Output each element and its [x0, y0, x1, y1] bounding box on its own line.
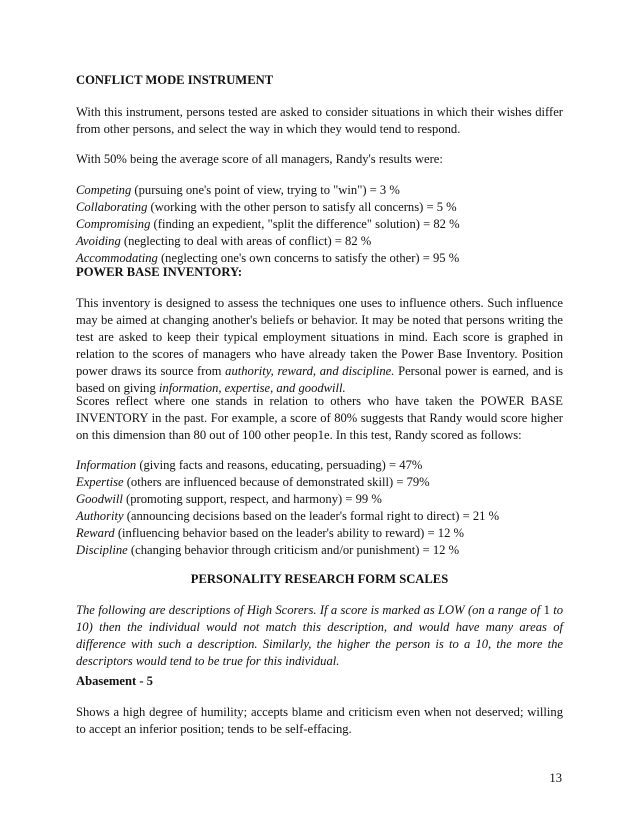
result-term: Accommodating	[76, 251, 158, 265]
result-desc: (finding an expedient, "split the difference" solution) = 82 %	[150, 217, 460, 231]
power-result-item	[76, 542, 563, 559]
power-para1-emphasis: information, expertise, and goodwill.	[158, 381, 346, 395]
power-paragraph-1	[76, 295, 563, 397]
result-desc: (promoting support, respect, and harmony) = 99 %	[122, 492, 382, 506]
conflict-result-item	[76, 182, 563, 199]
result-term: Reward	[76, 526, 115, 540]
power-result-item	[76, 474, 563, 491]
abasement-heading: Abasement - 5	[76, 674, 153, 688]
result-desc: (announcing decisions based on the leader's formal right to direct) = 21 %	[123, 509, 500, 523]
prf-heading: PERSONALITY RESEARCH FORM SCALES	[190, 572, 449, 586]
conflict-heading: CONFLICT MODE INSTRUMENT	[76, 73, 274, 87]
prf-intro-number: 1	[543, 603, 550, 617]
result-desc: (working with the other person to satisfy all concerns) = 5 %	[147, 200, 457, 214]
result-desc: (pursuing one's point of view, trying to "win") = 3 %	[131, 183, 400, 197]
result-term: Expertise	[76, 475, 124, 489]
conflict-result-item	[76, 199, 563, 216]
result-desc: (neglecting to deal with areas of conflict) = 82 %	[120, 234, 372, 248]
conflict-result-item	[76, 233, 563, 250]
power-para1-text: Personal power is earned, and is based on giving	[76, 364, 563, 395]
result-term: Authority	[76, 509, 124, 523]
power-result-item	[76, 491, 563, 508]
result-desc: (neglecting one's own concerns to satisfy the other) = 95 %	[157, 251, 460, 265]
power-result-item	[76, 508, 563, 525]
result-term: Compromising	[76, 217, 151, 231]
power-result-item	[76, 525, 563, 542]
abasement-description: Shows a high degree of humility; accepts blame and criticism even when not deserved; willing to accept an inferior position; tends to be self-effacing.	[76, 705, 563, 736]
power-para1-emphasis: authority, reward, and discipline.	[225, 364, 395, 378]
result-term: Competing	[76, 183, 132, 197]
result-term: Collaborating	[76, 200, 148, 214]
power-paragraph-2: Scores reflect where one stands in relation to others who have taken the POWER BASE INVENTORY in the past. For example, a score of 80% suggests that Randy would score higher on this dimension than 80 out of 100 other peop1e. In this test, Randy scored as follows:	[76, 394, 563, 442]
result-desc: (influencing behavior based on the leader's ability to reward) = 12 %	[114, 526, 465, 540]
page-number: 13	[549, 771, 562, 785]
conflict-average-line: With 50% being the average score of all managers, Randy's results were:	[76, 152, 443, 166]
power-results-list	[76, 457, 563, 559]
result-term: Goodwill	[76, 492, 123, 506]
prf-intro	[76, 602, 563, 670]
result-desc: (others are influenced because of demonstrated skill) = 79%	[123, 475, 430, 489]
power-heading: POWER BASE INVENTORY:	[76, 265, 243, 279]
prf-intro-text: to 10) then the individual would not match this description, and would have many areas of difference with such a description. Similarly, the higher the person is to a 10, the more the descriptors would tend to be true for this individual.	[76, 603, 563, 668]
conflict-intro: With this instrument, persons tested are asked to consider situations in which their wishes differ from other persons, and select the way in which they would tend to respond.	[76, 105, 563, 136]
power-para1-text: This inventory is designed to assess the techniques one uses to influence others. Such influence may be aimed at changing another's beliefs or behavior. It may be noted that persons writing the test are asked to keep their typical employment situations in mind. Each score is graphed in relation to the scores of managers who have already taken the Power Base Inventory. Position power draws its source from	[76, 296, 563, 378]
result-term: Information	[76, 458, 137, 472]
result-desc: (changing behavior through criticism and/or punishment) = 12 %	[127, 543, 460, 557]
conflict-results-list	[76, 182, 563, 267]
power-result-item	[76, 457, 563, 474]
result-term: Discipline	[76, 543, 128, 557]
conflict-result-item	[76, 216, 563, 233]
result-desc: (giving facts and reasons, educating, persuading) = 47%	[136, 458, 423, 472]
result-term: Avoiding	[76, 234, 121, 248]
prf-intro-text: The following are descriptions of High Scorers. If a score is marked as LOW (on a range of	[76, 603, 544, 617]
